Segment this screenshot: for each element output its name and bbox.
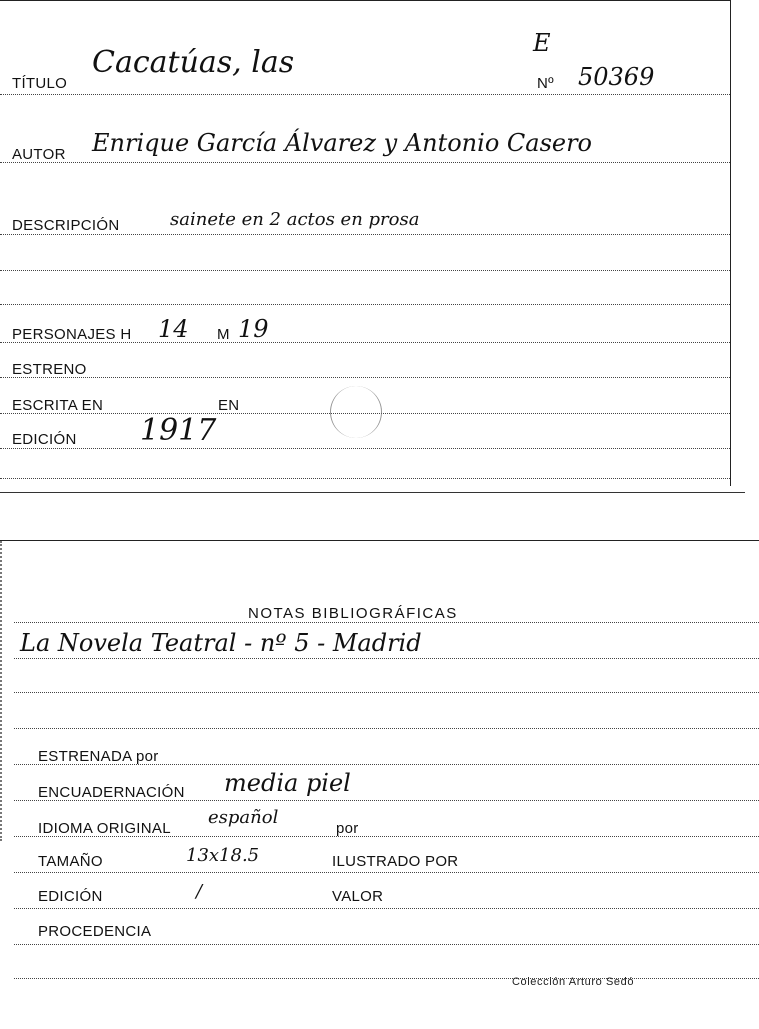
edicion-back-value: / [196, 881, 203, 902]
line-autor [0, 161, 730, 163]
por-label: por [336, 820, 359, 837]
numero-label: Nº [537, 75, 554, 92]
line-tamano [14, 871, 759, 873]
line-bottom [0, 477, 730, 479]
line-procedencia [14, 943, 759, 945]
ilustrado-label: ILUSTRADO POR [332, 853, 459, 870]
titulo-value: Cacatúas, las [92, 45, 295, 80]
catalog-card-front [0, 0, 731, 486]
procedencia-label: PROCEDENCIA [38, 923, 152, 940]
personajes-m-label: M [217, 326, 230, 343]
idioma-value: español [208, 807, 279, 828]
titulo-label: TÍTULO [12, 75, 68, 92]
personajes-h-value: 14 [158, 315, 189, 343]
encuadernacion-value: media piel [224, 769, 351, 797]
line-edicion [0, 447, 730, 449]
notas-heading: NOTAS BIBLIOGRÁFICAS [248, 605, 458, 622]
line-notas-blank-1 [14, 691, 759, 693]
corner-mark: E [533, 29, 551, 57]
personajes-m-value: 19 [238, 315, 269, 343]
line-blank-1 [0, 269, 730, 271]
coleccion-footer: Colección Arturo Sedó [512, 976, 635, 988]
valor-label: VALOR [332, 888, 384, 905]
line-edicion-back [14, 907, 759, 909]
en-label: EN [218, 397, 240, 414]
edicion-label: EDICIÓN [12, 431, 77, 448]
edicion-back-label: EDICIÓN [38, 888, 103, 905]
card-separator [0, 492, 745, 493]
catalog-card-back [0, 540, 759, 1029]
line-estreno [0, 376, 730, 378]
edicion-value: 1917 [140, 413, 217, 448]
autor-label: AUTOR [12, 146, 66, 163]
line-bottom-back [14, 977, 759, 979]
encuadernacion-label: ENCUADERNACIÓN [38, 784, 185, 801]
estrenada-label: ESTRENADA por [38, 748, 159, 765]
numero-value: 50369 [578, 63, 655, 91]
descripcion-label: DESCRIPCIÓN [12, 217, 120, 234]
estreno-label: ESTRENO [12, 361, 87, 378]
tamano-value: 13x18.5 [186, 845, 260, 866]
line-notas-value [14, 657, 759, 659]
left-edge-specks [0, 541, 8, 841]
notas-value: La Novela Teatral - nº 5 - Madrid [20, 629, 422, 657]
tamano-label: TAMAÑO [38, 853, 103, 870]
line-blank-2 [0, 303, 730, 305]
punch-hole-mark [330, 386, 382, 438]
descripcion-value: sainete en 2 actos en prosa [170, 209, 420, 230]
idioma-label: IDIOMA ORIGINAL [38, 820, 171, 837]
line-notas-blank-2 [14, 727, 759, 729]
personajes-h-label: PERSONAJES H [12, 326, 132, 343]
autor-value: Enrique García Álvarez y Antonio Casero [92, 129, 593, 157]
escrita-en-label: ESCRITA EN [12, 397, 104, 414]
line-titulo [0, 93, 730, 95]
